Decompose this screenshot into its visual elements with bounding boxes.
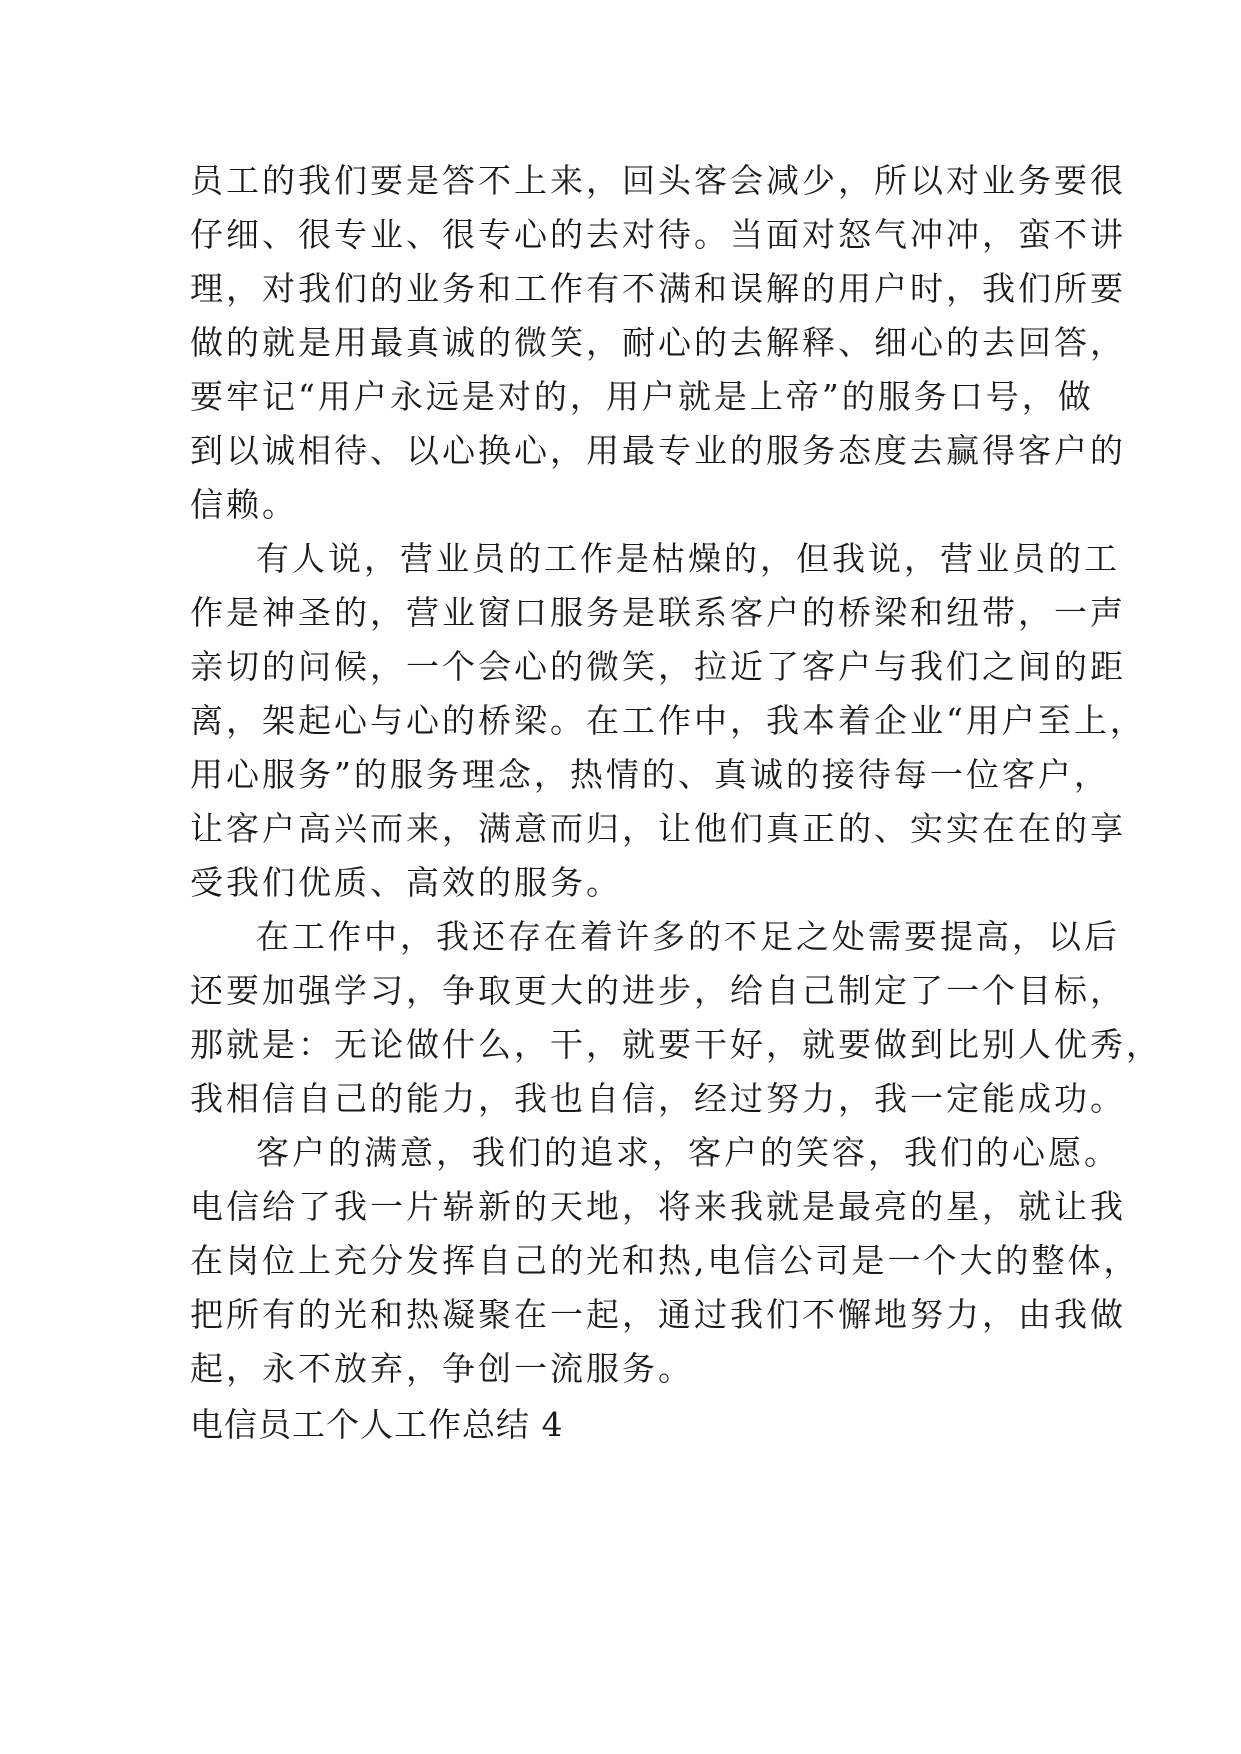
text-line: 仔细、很专业、很专心的去对待。当面对怒气冲冲，蛮不讲 [190,215,1126,254]
text-line: 作是神圣的，营业窗口服务是联系客户的桥梁和纽带，一声 [190,593,1126,632]
section-heading: 电信员工个人工作总结 4 [190,1405,564,1444]
text-line: 亲切的问候，一个会心的微笑，拉近了客户与我们之间的距 [190,647,1126,686]
text-line: 受我们优质、高效的服务。 [190,863,622,902]
text-line: 电信给了我一片崭新的天地，将来我就是最亮的星，就让我 [190,1187,1126,1226]
text-line: 让客户高兴而来，满意而归，让他们真正的、实实在在的享 [190,809,1126,848]
text-line: 到以诚相待、以心换心，用最专业的服务态度去赢得客户的 [190,431,1126,470]
text-line: 在岗位上充分发挥自己的光和热,电信公司是一个大的整体， [190,1241,1140,1280]
document-body [190,154,1162,1452]
text-line: 员工的我们要是答不上来，回头客会减少，所以对业务要很 [190,161,1126,200]
text-line: 还要加强学习，争取更大的进步，给自己制定了一个目标， [190,971,1126,1010]
text-line: 理，对我们的业务和工作有不满和误解的用户时，我们所要 [190,269,1126,308]
paragraph-1 [190,154,1126,532]
paragraph-2 [190,532,1146,910]
text-line: 要牢记“用户永远是对的，用户就是上帝”的服务口号，做 [190,377,1094,416]
text-line: 把所有的光和热凝聚在一起，通过我们不懈地努力，由我做 [190,1295,1126,1334]
text-line: 客户的满意，我们的追求，客户的笑容，我们的心愿。 [256,1133,1120,1172]
text-line: 信赖。 [190,485,298,524]
paragraph-3 [190,910,1162,1126]
text-line: 起，永不放弃，争创一流服务。 [190,1349,694,1388]
text-line: 有人说，营业员的工作是枯燥的，但我说，营业员的工 [256,539,1120,578]
text-line: 我相信自己的能力，我也自信，经过努力，我一定能成功。 [190,1079,1126,1118]
text-line: 离，架起心与心的桥梁。在工作中，我本着企业“用户至上， [190,701,1146,740]
paragraph-4 [190,1126,1140,1396]
text-line: 做的就是用最真诚的微笑，耐心的去解释、细心的去回答， [190,323,1126,362]
text-line: 在工作中，我还存在着许多的不足之处需要提高，以后 [256,917,1120,956]
text-line: 用心服务”的服务理念，热情的、真诚的接待每一位客户， [190,755,1110,794]
text-line: 那就是：无论做什么，干，就要干好，就要做到比别人优秀， [190,1025,1162,1064]
